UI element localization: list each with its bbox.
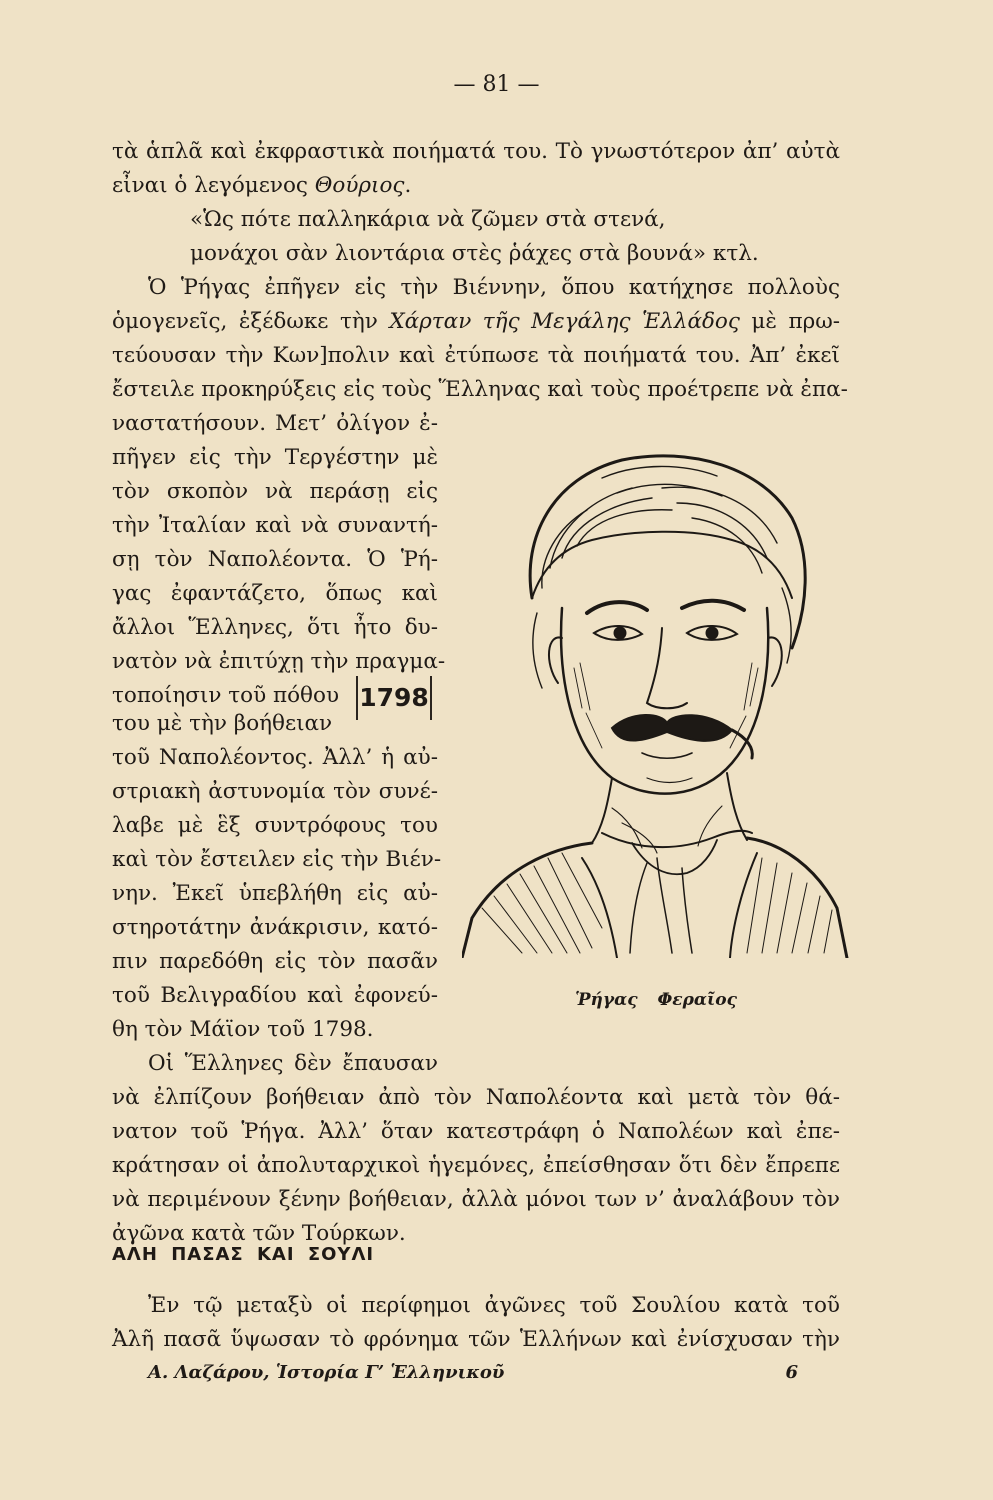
- text-line: σῃ τὸν Ναπολέοντα. Ὁ Ῥή-: [112, 547, 438, 572]
- text-line: νὰ ἐλπίζουν βοήθειαν ἀπὸ τὸν Ναπολέοντα καὶ μετὰ τὸν θά-: [112, 1085, 840, 1110]
- map-title: Χάρταν τῆς Μεγάλης Ἑλλάδος: [389, 309, 740, 334]
- text-line: ἄλλοι Ἕλληνες, ὅτι ἦτο δυ-: [112, 615, 438, 640]
- text-line: τεύουσαν τὴν Κων]πολιν καὶ ἐτύπωσε τὰ ποιήματά του. Ἀπ’ ἐκεῖ: [112, 343, 840, 368]
- text-line: στηροτάτην ἀνάκρισιν, κατό-: [112, 915, 438, 940]
- portrait-engraving: [462, 448, 850, 958]
- text-line: πιν παρεδόθη εἰς τὸν πασᾶν: [112, 949, 438, 974]
- text-line: λαβε μὲ ἓξ συντρόφους του: [112, 813, 438, 838]
- footer-author-title: Α. Λαζάρου, Ἱστορία Γ’ Ἑλληνικοῦ: [148, 1362, 505, 1383]
- text-line: ἔστειλε προκηρύξεις εἰς τοὺς Ἕλληνας καὶ τοὺς προέτρεπε νὰ ἐπα-: [112, 377, 848, 402]
- text-line: στριακὴ ἀστυνομία τὸν συνέ-: [112, 779, 438, 804]
- text-line: Ἐν τῷ μεταξὺ οἱ περίφημοι ἀγῶνες τοῦ Σουλίου κατὰ τοῦ: [148, 1293, 840, 1318]
- text-line: τοῦ Βελιγραδίου καὶ ἐφονεύ-: [112, 983, 438, 1008]
- text-line: ὁμογενεῖς, ἐξέδωκε τὴν Χάρταν τῆς Μεγάλης Ἑλλάδος μὲ πρω-: [112, 309, 841, 334]
- verse-line: μονάχοι σὰν λιοντάρια στὲς ῥάχες στὰ βουνά» κτλ.: [190, 241, 759, 266]
- text-line: γας ἐφαντάζετο, ὅπως καὶ: [112, 581, 438, 606]
- text-line: τοποίησιν τοῦ πόθου: [112, 683, 340, 708]
- section-heading: ΑΛΗ ΠΑΣΑΣ ΚΑΙ ΣΟΥΛΙ: [112, 1244, 375, 1265]
- margin-year-box: 1798: [356, 676, 432, 720]
- text-line: θη τὸν Μάϊον τοῦ 1798.: [112, 1017, 374, 1042]
- text-line: Ἀλῆ πασᾶ ὕψωσαν τὸ φρόνημα τῶν Ἑλλήνων καὶ ἐνίσχυσαν τὴν: [112, 1327, 840, 1352]
- text-line: νὰ περιμένουν ξένην βοήθειαν, ἀλλὰ μόνοι των ν’ ἀναλάβουν τὸν: [112, 1187, 840, 1212]
- text-line: ἀγῶνα κατὰ τῶν Τούρκων.: [112, 1221, 406, 1246]
- text-line: εἶναι ὁ λεγόμενος Θούριος.: [112, 173, 412, 198]
- text-line: τοῦ Ναπολέοντος. Ἀλλ’ ἡ αὐ-: [112, 745, 438, 770]
- text-line: πῆγεν εἰς τὴν Τεργέστην μὲ: [112, 445, 438, 470]
- text-line: τὰ ἁπλᾶ καὶ ἐκφραστικὰ ποιήματά του. Τὸ γνωστότερον ἀπ’ αὐτὰ: [112, 139, 840, 164]
- text-line: τὴν Ἰταλίαν καὶ νὰ συναντή-: [112, 513, 438, 538]
- text-line: κράτησαν οἱ ἀπολυταρχικοὶ ἡγεμόνες, ἐπείσθησαν ὅτι δὲν ἔπρεπε: [112, 1153, 840, 1178]
- signature-number: 6: [785, 1362, 798, 1383]
- text-line: νην. Ἐκεῖ ὑπεβλήθη εἰς αὐ-: [112, 881, 438, 906]
- text-line: Ὁ Ῥήγας ἐπῆγεν εἰς τὴν Βιέννην, ὅπου κατήχησε πολλοὺς: [148, 275, 840, 300]
- text-line: ναστατήσουν. Μετ’ ὀλίγον ἐ-: [112, 411, 438, 436]
- verse-line: «Ὡς πότε παλληκάρια νὰ ζῶμεν στὰ στενά,: [190, 207, 666, 232]
- poem-title: Θούριος: [314, 173, 405, 198]
- portrait-caption: Ῥήγας Φεραῖος: [575, 990, 737, 1010]
- page-footer: [148, 1362, 798, 1383]
- text-line: Οἱ Ἕλληνες δὲν ἔπαυσαν: [148, 1051, 438, 1076]
- text-line: καὶ τὸν ἔστειλεν εἰς τὴν Βιέν-: [112, 847, 442, 872]
- page-number: — 81 —: [453, 72, 540, 97]
- text-line: τὸν σκοπὸν νὰ περάσῃ εἰς: [112, 479, 438, 504]
- text-line: του μὲ τὴν βοήθειαν: [112, 711, 333, 736]
- text-line: νατον τοῦ Ῥήγα. Ἀλλ’ ὅταν κατεστράφη ὁ Ναπολέων καὶ ἐπε-: [112, 1119, 840, 1144]
- text-line: νατὸν νὰ ἐπιτύχῃ τὴν πραγμα-: [112, 649, 446, 674]
